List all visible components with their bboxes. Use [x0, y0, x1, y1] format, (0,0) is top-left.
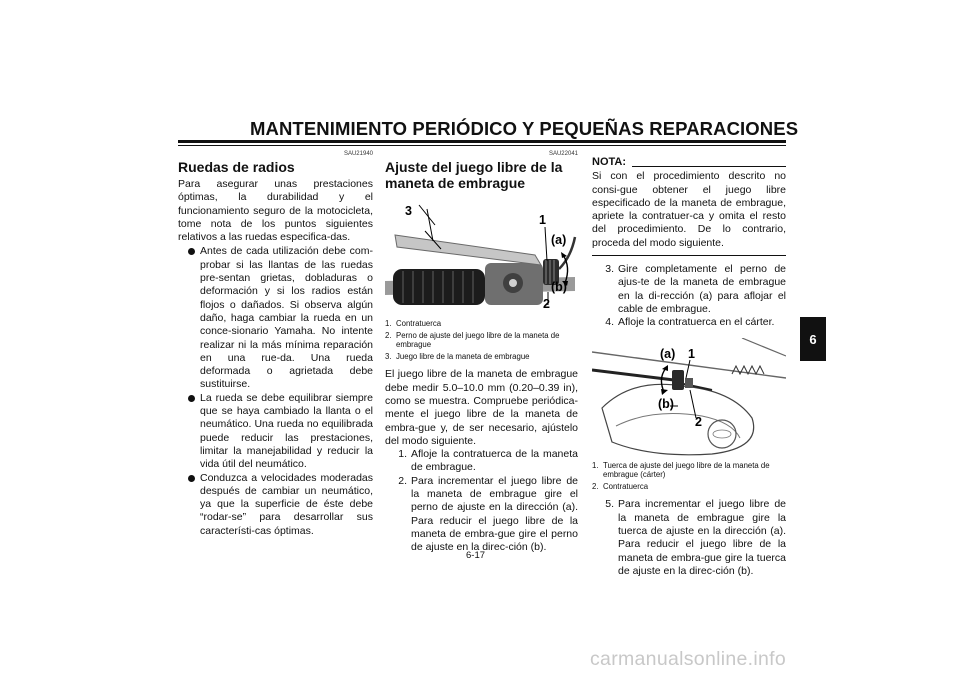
figure-label-3: 3	[405, 204, 412, 218]
figure-label-b: (b)	[658, 396, 674, 411]
caption-text: Perno de ajuste del juego libre de la maneta de embrague	[396, 330, 560, 350]
page-header-title: MANTENIMIENTO PERIÓDICO Y PEQUEÑAS REPARACIONES	[250, 118, 799, 139]
caption-number: 3.	[385, 351, 392, 361]
figure-label-1: 1	[539, 213, 546, 227]
nota-title: NOTA:	[592, 156, 627, 168]
watermark: carmanualsonline.info	[590, 648, 786, 670]
step-number: 3.	[605, 263, 614, 276]
step-text: Para incrementar el juego libre de la maneta de embrague gire la tuerca de ajuste en la dirección (a). Para reducir el juego libre de la maneta de embra-gue gire la tuerca de ajuste en la direc-ción (b).	[618, 498, 786, 577]
caption-item	[592, 482, 786, 492]
step-item	[592, 498, 786, 578]
clutch-lever-figure	[385, 197, 578, 317]
nota-text: Si con el procedimiento descrito no consi-gue obtener el juego libre especificado de la maneta de embrague, apriete la contratuer-ca y omita el resto del procedimiento. De lo contrario, proceda del modo siguiente.	[592, 170, 786, 249]
step-item	[385, 448, 578, 475]
nota-rule	[632, 166, 786, 167]
step-list	[592, 263, 786, 329]
bullet-item: Antes de cada utilización debe com-probar si las llantas de las ruedas pre-sentan grietas, dobladuras o deformación y si los radios están flojos o dañados. Si observa algún daño, haga cambiar la rueda en un conce-sionario Yamaha. No intente realizar ni la más mínima reparación en una rue-da. Una rueda deformada o agrietada debe sustituirse.	[178, 245, 373, 391]
caption-item	[385, 352, 578, 362]
caption-number: 2.	[385, 330, 392, 340]
step-text: Para incrementar el juego libre de la maneta de embrague gire el perno de ajuste en la dirección (a). Para reducir el juego libre de la maneta de embra-gue gire el perno de ajuste en la direc-ción (b).	[411, 474, 578, 554]
header-rule	[178, 140, 786, 143]
right-column	[592, 156, 786, 578]
figure-label-b: (b)	[551, 280, 567, 294]
body-paragraph: El juego libre de la maneta de embrague debe medir 5.0–10.0 mm (0.20–0.39 in), como se muestra. Compruebe periódica-mente el juego libre de la maneta de embra-gue y, de ser necesario, ajústelo del modo siguiente.	[385, 368, 578, 447]
step-item	[385, 475, 578, 555]
middle-column	[385, 150, 578, 555]
nota-end-rule	[592, 255, 786, 256]
step-list	[592, 498, 786, 578]
caption-text: Contratuerca	[396, 319, 442, 328]
step-number: 2.	[398, 474, 407, 487]
section-title-ruedas: Ruedas de radios	[178, 159, 295, 175]
caption-item	[385, 319, 578, 329]
figure-captions	[385, 319, 578, 361]
left-column	[178, 150, 373, 538]
step-item	[592, 263, 786, 316]
figure-label-a: (a)	[551, 233, 567, 247]
step-number: 5.	[605, 498, 614, 511]
crankcase-adjuster-figure	[592, 338, 786, 458]
figure-label-1: 1	[688, 346, 695, 361]
bullet-item: La rueda se debe equilibrar siempre que se haya cambiado la llanta o el neumático. Una rueda no equilibrada puede reducir las prestaciones, limitar la manejabilidad y reducir la vida útil del neumático.	[178, 392, 373, 472]
section-title-embrague: Ajuste del juego libre de la maneta de embrague	[385, 159, 563, 191]
section-code: SAU22041	[548, 151, 578, 157]
caption-text: Juego libre de la maneta de embrague	[396, 351, 530, 361]
bullet-list	[178, 245, 373, 538]
caption-item	[592, 461, 786, 480]
bullet-item: Conduzca a velocidades moderadas después de cambiar un neumático, ya que la superficie de éste debe “rodar-se” para desarrollar sus característi-cas óptimas.	[178, 472, 373, 538]
page-number: 6-17	[466, 550, 486, 561]
step-item	[592, 316, 786, 329]
chapter-tab: 6	[800, 317, 826, 361]
caption-text: Tuerca de ajuste del juego libre de la maneta de embrague (cárter)	[603, 460, 770, 480]
step-text: Afloje la contratuerca en el cárter.	[618, 316, 775, 329]
step-number: 1.	[398, 448, 407, 461]
intro-paragraph: Para asegurar unas prestaciones óptimas, la durabilidad y el funcionamiento seguro de la motocicleta, tome nota de los puntos siguientes relativos a las ruedas especifica-das.	[178, 178, 373, 244]
step-number: 4.	[605, 316, 614, 329]
nota-heading	[592, 156, 786, 169]
figure-label-2: 2	[695, 414, 702, 429]
caption-text: Contratuerca	[603, 481, 649, 491]
caption-number: 1.	[385, 319, 392, 328]
figure-label-a: (a)	[660, 346, 676, 361]
step-text: Gire completamente el perno de ajus-te de la maneta de embrague en la di-rección (a) para aflojar el cable de embrague.	[618, 263, 786, 315]
section-code: SAU21940	[343, 151, 373, 157]
step-text: Afloje la contratuerca de la maneta de embrague.	[411, 448, 578, 474]
figure-label-2: 2	[543, 297, 550, 311]
caption-number: 2.	[592, 481, 599, 491]
caption-number: 1.	[592, 460, 599, 470]
figure-captions	[592, 461, 786, 492]
header-rule-thin	[178, 145, 786, 146]
caption-item	[385, 331, 578, 350]
step-list	[385, 448, 578, 554]
